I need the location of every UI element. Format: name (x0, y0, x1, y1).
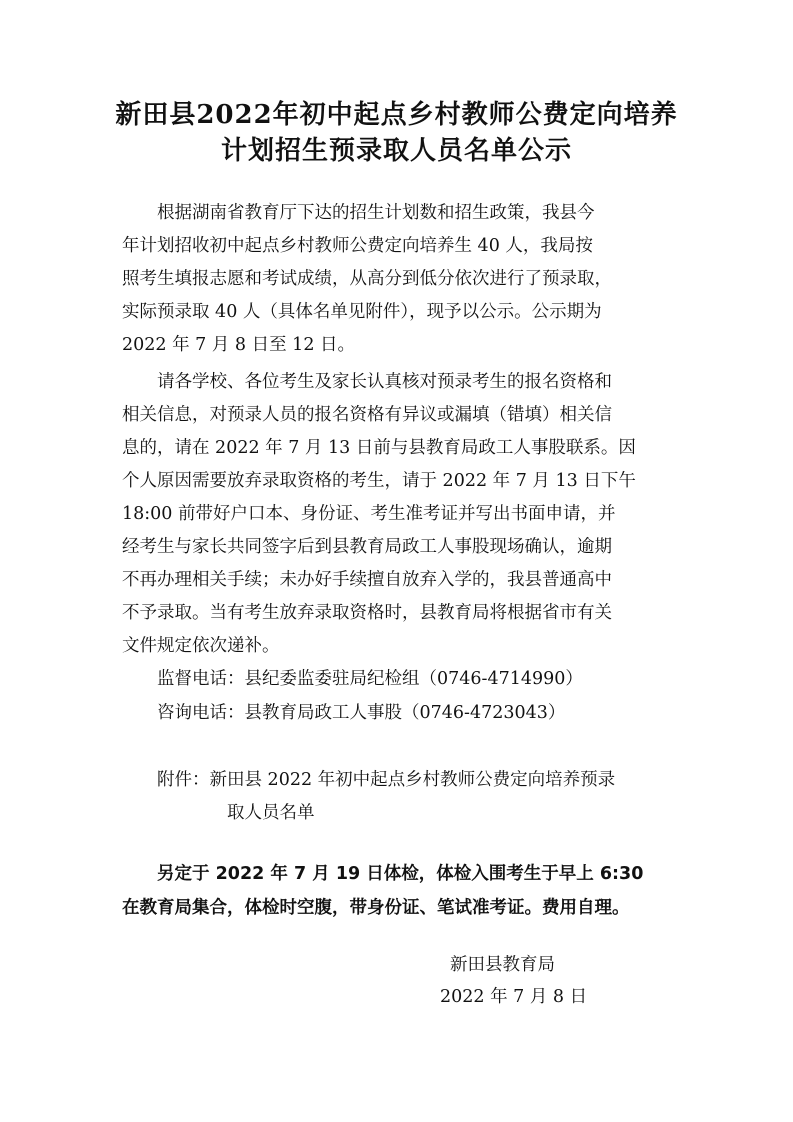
paragraph-2-line: 文件规定依次递补。 (122, 636, 280, 656)
paragraph-1-line: 2022 年 7 月 8 日至 12 日。 (122, 335, 356, 355)
paragraph-2-line: 经考生与家长共同签字后到县教育局政工人事股现场确认，逾期 (122, 537, 612, 557)
signature-organization: 新田县教育局 (450, 955, 555, 975)
paragraph-1-line: 根据湖南省教育厅下达的招生计划数和招生政策，我县今 (157, 203, 595, 223)
paragraph-2-line: 请各学校、各位考生及家长认真核对预录考生的报名资格和 (157, 372, 612, 392)
paragraph-2-line: 相关信息，对预录人员的报名资格有异议或漏填（错填）相关信 (122, 405, 612, 425)
notice-line: 在教育局集合，体检时空腹，带身份证、笔试准考证。费用自理。 (122, 898, 630, 918)
paragraph-2-line: 不予录取。当有考生放弃录取资格时，县教育局将根据省市有关 (122, 603, 612, 623)
paragraph-2-line: 18:00 前带好户口本、身份证、考生准考证并写出书面申请，并 (122, 504, 616, 524)
document-title-line1: 新田县2022年初中起点乡村教师公费定向培养 (115, 100, 678, 130)
paragraph-1-line: 实际预录取 40 人（具体名单见附件），现予以公示。公示期为 (122, 302, 602, 322)
document-title-line2: 计划招生预录取人员名单公示 (220, 136, 572, 166)
paragraph-1-line: 年计划招收初中起点乡村教师公费定向培养生 40 人，我局按 (122, 236, 593, 256)
attachment-line: 取人员名单 (227, 803, 315, 823)
paragraph-2-line: 息的，请在 2022 年 7 月 13 日前与县教育局政工人事股联系。因 (122, 438, 636, 458)
attachment-line: 附件：新田县 2022 年初中起点乡村教师公费定向培养预录 (157, 770, 616, 790)
supervision-phone-line: 监督电话：县纪委监委驻局纪检组（0746-4714990） (157, 669, 583, 689)
paragraph-2-line: 不再办理相关手续；未办好手续擅自放弃入学的，我县普通高中 (122, 570, 612, 590)
paragraph-1-line: 照考生填报志愿和考试成绩，从高分到低分依次进行了预录取， (122, 269, 612, 289)
paragraph-2-line: 个人原因需要放弃录取资格的考生，请于 2022 年 7 月 13 日下午 (122, 471, 636, 491)
signature-date: 2022 年 7 月 8 日 (440, 987, 588, 1007)
consult-phone-line: 咨询电话：县教育局政工人事股（0746-4723043） (157, 703, 566, 723)
notice-line: 另定于 2022 年 7 月 19 日体检，体检入围考生于早上 6:30 (157, 864, 644, 884)
